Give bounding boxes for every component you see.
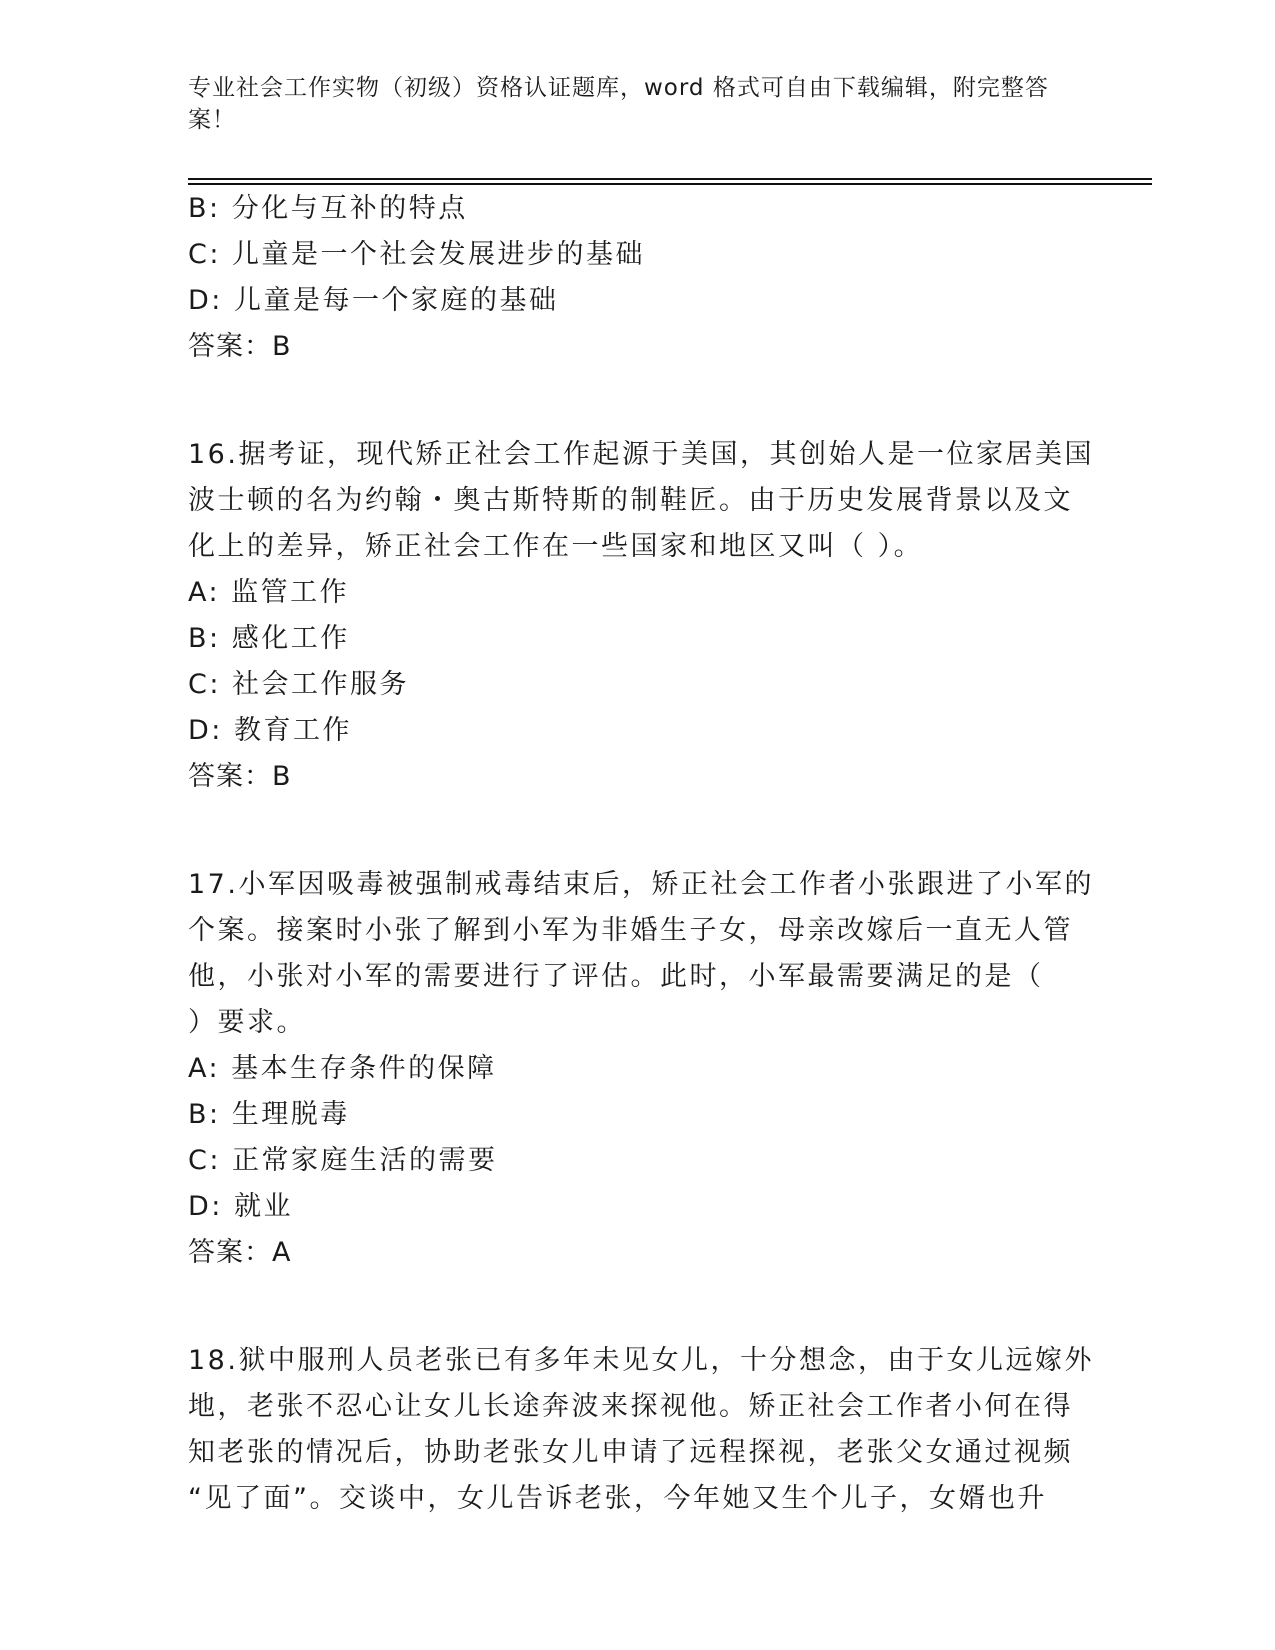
- option-d: D: 教育工作: [188, 715, 352, 746]
- option-c: C: 正常家庭生活的需要: [188, 1145, 498, 1176]
- question-16: [188, 432, 1094, 800]
- option-d: D: 儿童是每一个家庭的基础: [188, 285, 559, 316]
- question-text-line: “见了面”。交谈中，女儿告诉老张，今年她又生个儿子，女婿也升: [188, 1483, 1047, 1514]
- option-b: B: 感化工作: [188, 623, 350, 654]
- header-divider-bottom: [188, 183, 1152, 185]
- question-text-line: 18.狱中服刑人员老张已有多年未见女儿，十分想念，由于女儿远嫁外: [188, 1345, 1094, 1376]
- option-c: C: 社会工作服务: [188, 669, 410, 700]
- question-text-line: 地，老张不忍心让女儿长途奔波来探视他。矫正社会工作者小何在得: [188, 1391, 1073, 1422]
- header-line-1: 专业社会工作实物（初级）资格认证题库，word 格式可自由下载编辑，附完整答: [188, 75, 1049, 101]
- option-b: B: 分化与互补的特点: [188, 193, 468, 224]
- question-text-line: 16.据考证，现代矫正社会工作起源于美国，其创始人是一位家居美国: [188, 439, 1094, 470]
- question-text-line: 17.小军因吸毒被强制戒毒结束后，矫正社会工作者小张跟进了小军的: [188, 869, 1094, 900]
- option-a: A: 监管工作: [188, 577, 350, 608]
- answer-line: 答案：B: [188, 331, 292, 362]
- question-18: [188, 1338, 1094, 1522]
- option-b: B: 生理脱毒: [188, 1099, 350, 1130]
- question-list: [188, 186, 1094, 1522]
- option-c: C: 儿童是一个社会发展进步的基础: [188, 239, 646, 270]
- question-17: [188, 862, 1094, 1276]
- question-text-line: 知老张的情况后，协助老张女儿申请了远程探视，老张父女通过视频: [188, 1437, 1073, 1468]
- spacer: [188, 370, 1088, 432]
- document-header: [188, 72, 1068, 136]
- option-d: D: 就业: [188, 1191, 293, 1222]
- spacer: [188, 800, 1088, 862]
- question-text-line: 化上的差异，矫正社会工作在一些国家和地区又叫（ ）。: [188, 531, 924, 562]
- question-text-line: 个案。接案时小张了解到小军为非婚生子女，母亲改嫁后一直无人管: [188, 915, 1073, 946]
- question-text-line: 他，小张对小军的需要进行了评估。此时，小军最需要满足的是（: [188, 961, 1044, 992]
- header-line-2: 案！: [188, 107, 236, 133]
- spacer: [188, 1276, 1088, 1338]
- answer-line: 答案：A: [188, 1237, 292, 1268]
- header-divider-top: [188, 178, 1152, 180]
- question-text-line: ）要求。: [188, 1007, 306, 1038]
- question-text-line: 波士顿的名为约翰・奥古斯特斯的制鞋匠。由于历史发展背景以及文: [188, 485, 1073, 516]
- answer-line: 答案：B: [188, 761, 292, 792]
- question-15-continued: [188, 186, 1088, 370]
- option-a: A: 基本生存条件的保障: [188, 1053, 497, 1084]
